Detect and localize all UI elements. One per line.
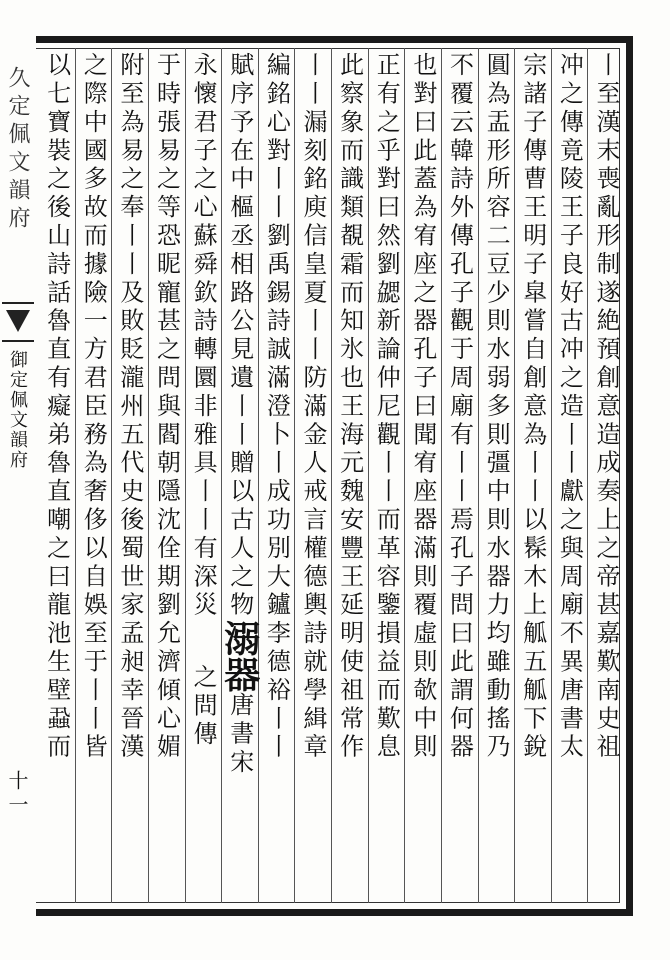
text-column-12 [185, 52, 222, 900]
column-12-tail: 之問傳 [189, 664, 218, 750]
text-column-7: 正有之乎對曰然劉勰新論仲尼觀丨丨而革容鑒損益而歎息 [372, 52, 401, 762]
text-column-14: 附至為易之奉丨丨及敗貶瀧州五代史後蜀世家孟昶幸晉漢 [115, 52, 144, 762]
column-11-text: 賦序予在中樞丞相路公見遺丨丨贈以古人之物 [225, 52, 254, 620]
column-11-tail: 唐書宋 [225, 692, 254, 778]
fishtail-mark-icon [2, 302, 34, 342]
text-column-10: 編銘心對丨丨劉禹錫詩誠滿澄卜丨成功別大鑪李德裕丨丨 [262, 52, 291, 762]
margin-top-text: 久定佩文韻府 [5, 66, 30, 234]
text-column-16: 以七寶裝之後山詩話魯直有癡弟魯直嘲之曰龍池生壁蝨而 [42, 52, 71, 762]
text-column-2: 冲之傳竟陵王子良好古冲之造丨丨獻之與周廟不異唐書太 [555, 52, 584, 762]
frame-bottom-border [36, 909, 632, 916]
margin-book-title: 御定佩文韻府 [7, 350, 28, 470]
text-column-9: 丨丨漏刻銘庾信皇夏丨丨防滿金人戒言權德輿詩就學緝章 [298, 52, 327, 762]
text-column-5: 不覆云韓詩外傳孔子觀于周廟有丨丨焉孔子問曰此謂何器 [445, 52, 474, 762]
column-rule [75, 48, 76, 903]
text-column-13: 于時張易之等恐昵寵甚之問與閻朝隱沈佺期劉允濟傾心媚 [152, 52, 181, 762]
text-column-8: 此察象而識類覩霜而知氷也王海元魏安豐王延明使祖常作 [335, 52, 364, 762]
column-12-text: 永懷君子之心蘇舜欽詩轉圜非雅具丨丨有深災 [189, 52, 218, 620]
frame-top-border [36, 36, 632, 43]
margin-page-number: 十一 [5, 770, 29, 818]
headword-entry: 溺器 [218, 620, 261, 692]
frame-right-border [626, 36, 633, 916]
text-column-15: 之際中國多故而據險一方君臣務為奢侈以自娛至于丨丨皆 [79, 52, 108, 762]
text-column-3: 宗諸子傳曹王明子皐嘗自創意為丨丨以髹木上觚五觚下銳 [518, 52, 547, 762]
page-margin [2, 40, 32, 920]
text-column-6: 也對曰此蓋為宥座之器孔子曰聞宥座器滿則覆虛則欹中則 [408, 52, 437, 762]
text-column-4: 圓為盂形所容二豆少則水弱多則彊中則水器力均雖動搖乃 [482, 52, 511, 762]
text-column-11 [218, 52, 261, 900]
text-column-1: 丨至漢末喪亂形制遂絶預創意造成奏上之帝甚嘉歎南史祖 [591, 52, 620, 762]
